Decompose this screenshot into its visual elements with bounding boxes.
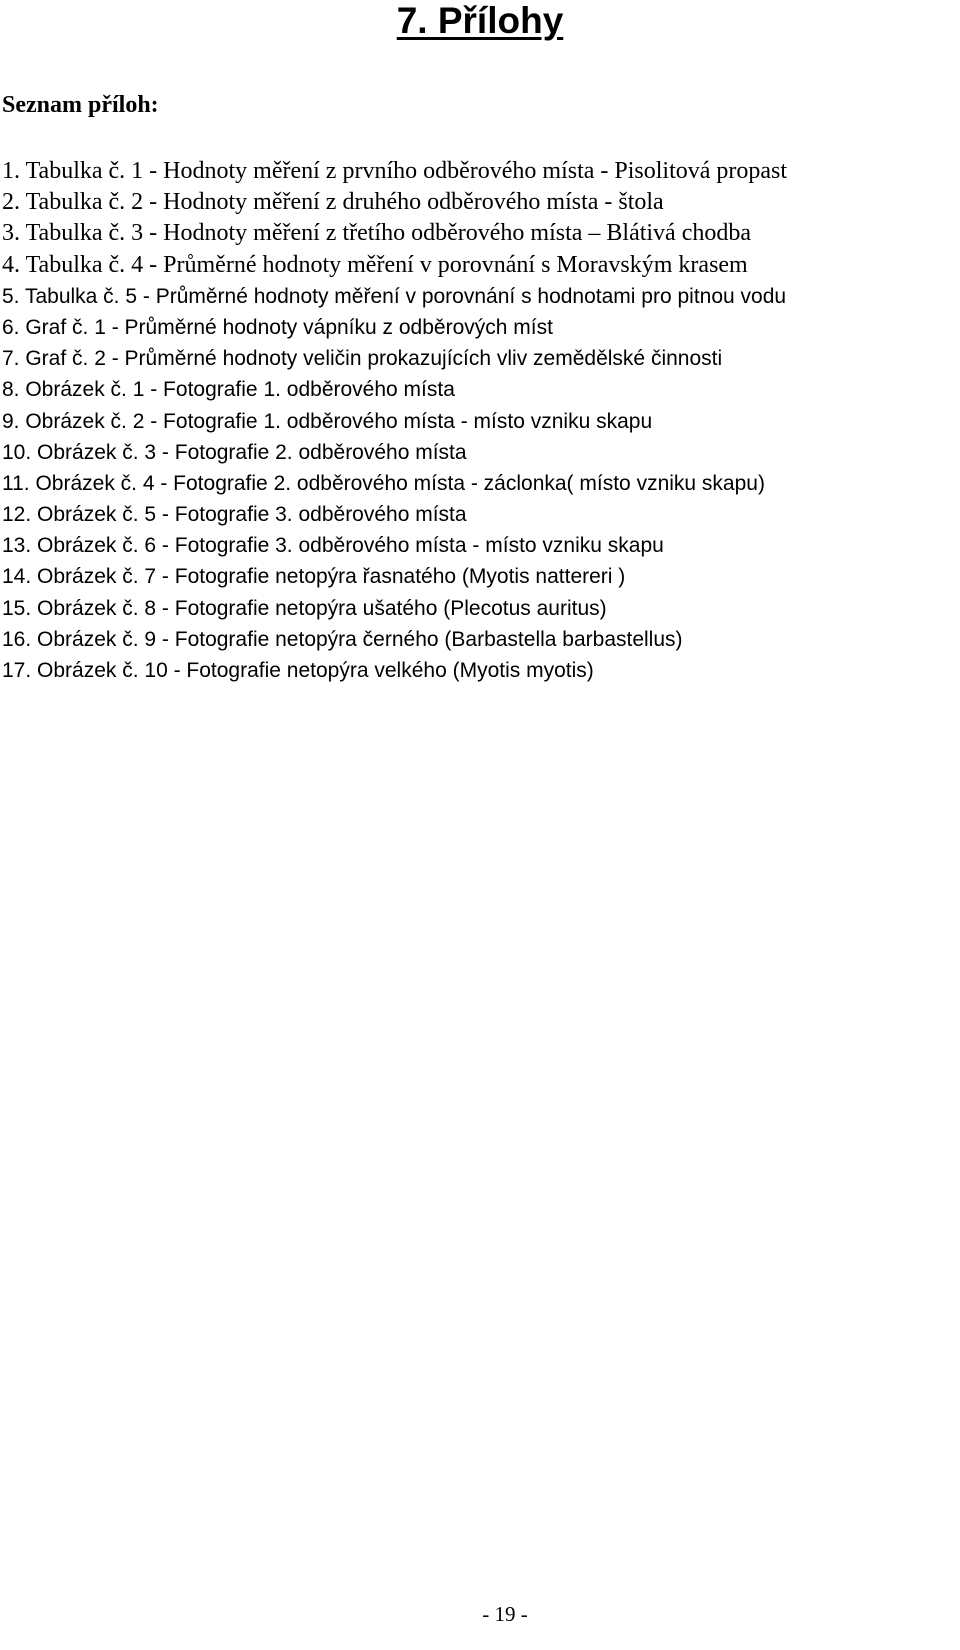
- appendix-list-item: 15. Obrázek č. 8 - Fotografie netopýra ušatého (Plecotus auritus): [2, 596, 607, 620]
- appendix-list-item: 5. Tabulka č. 5 - Průměrné hodnoty měření v porovnání s hodnotami pro pitnou vodu: [2, 284, 787, 308]
- appendix-list-item: 9. Obrázek č. 2 - Fotografie 1. odběrového místa - místo vzniku skapu: [2, 409, 653, 433]
- appendix-list-item: 8. Obrázek č. 1 - Fotografie 1. odběrového místa: [2, 378, 455, 402]
- appendix-list-item: 6. Graf č. 1 - Průměrné hodnoty vápníku z odběrových míst: [2, 315, 553, 339]
- appendix-list-item: 4. Tabulka č. 4 - Průměrné hodnoty měření v porovnání s Moravským krasem: [2, 251, 748, 278]
- appendix-list-item: 14. Obrázek č. 7 - Fotografie netopýra řasnatého (Myotis nattereri ): [2, 565, 626, 589]
- page-number: - 19 -: [482, 1602, 528, 1626]
- appendix-list-item: 3. Tabulka č. 3 - Hodnoty měření z třetího odběrového místa – Blátivá chodba: [2, 220, 752, 247]
- appendix-list-item: 7. Graf č. 2 - Průměrné hodnoty veličin prokazujících vliv zemědělské činnosti: [2, 347, 723, 371]
- appendix-list-item: 16. Obrázek č. 9 - Fotografie netopýra černého (Barbastella barbastellus): [2, 627, 683, 651]
- appendix-list-item: 13. Obrázek č. 6 - Fotografie 3. odběrového místa - místo vzniku skapu: [2, 534, 664, 558]
- appendix-list-item: 17. Obrázek č. 10 - Fotografie netopýra velkého (Myotis myotis): [2, 659, 594, 682]
- appendix-list-item: 10. Obrázek č. 3 - Fotografie 2. odběrového místa: [2, 440, 467, 464]
- appendix-list-item: 2. Tabulka č. 2 - Hodnoty měření z druhého odběrového místa - štola: [2, 189, 664, 216]
- appendix-list-item: 12. Obrázek č. 5 - Fotografie 3. odběrového místa: [2, 503, 467, 527]
- appendix-list: [2, 156, 787, 686]
- page-title: [0, 0, 960, 42]
- appendix-list-item: 11. Obrázek č. 4 - Fotografie 2. odběrového místa - záclonka( místo vzniku skapu): [2, 471, 765, 495]
- appendix-list-heading: Seznam příloh:: [2, 92, 159, 118]
- appendix-list-item: 1. Tabulka č. 1 - Hodnoty měření z prvního odběrového místa - Pisolitová propast: [2, 158, 788, 184]
- page-title-text: 7. Přílohy: [396, 0, 564, 41]
